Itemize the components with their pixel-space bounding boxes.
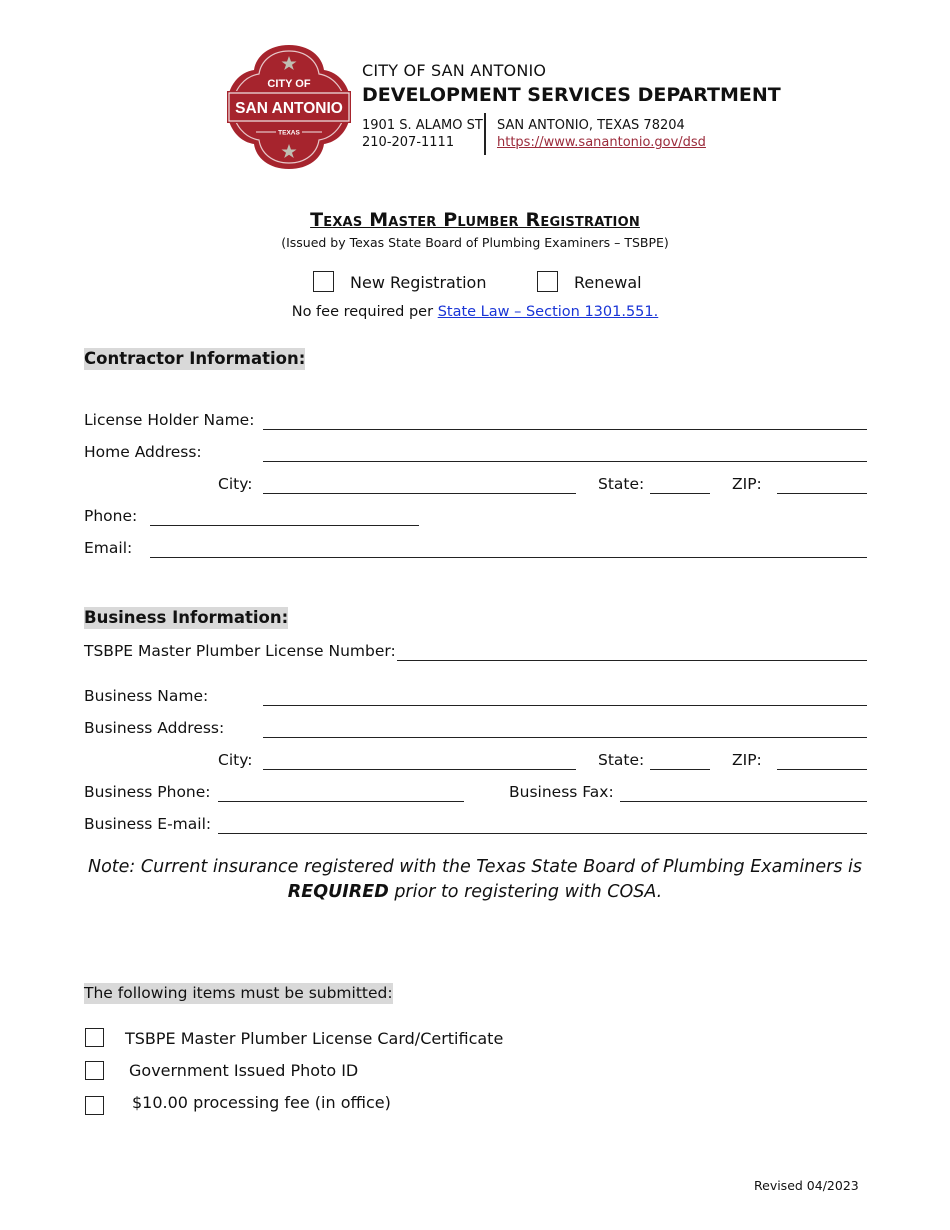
- new-registration-label: New Registration: [350, 273, 487, 292]
- business-city-field[interactable]: [263, 769, 576, 770]
- business-section-heading: Business Information:: [84, 608, 289, 627]
- insurance-note-line2: [0, 880, 950, 905]
- zip-label: ZIP:: [732, 475, 762, 493]
- business-address-label: Business Address:: [84, 719, 225, 737]
- state-label: State:: [598, 475, 645, 493]
- insurance-note-line2-rest: prior to registering with COSA.: [388, 882, 663, 902]
- business-email-label: Business E-mail:: [84, 815, 212, 833]
- business-phone-field[interactable]: [218, 801, 464, 802]
- renewal-checkbox[interactable]: [537, 271, 558, 292]
- photo-id-item: Government Issued Photo ID: [129, 1061, 359, 1080]
- processing-fee-checkbox[interactable]: [85, 1096, 104, 1115]
- fee-note-text: No fee required per: [291, 304, 438, 320]
- fee-note: [0, 304, 950, 320]
- business-email-field[interactable]: [218, 833, 867, 834]
- department-name: DEVELOPMENT SERVICES DEPARTMENT: [362, 84, 781, 106]
- insurance-note-line1: Note: Current insurance registered with the Texas State Board of Plumbing Examiners is: [88, 857, 862, 877]
- business-phone-label: Business Phone:: [84, 783, 211, 801]
- address-divider: [484, 113, 486, 155]
- license-number-field[interactable]: [397, 660, 867, 661]
- form-title: Texas Master Plumber Registration: [310, 209, 640, 231]
- city-seal-logo: [224, 42, 354, 172]
- city-state-zip: SAN ANTONIO, TEXAS 78204: [497, 118, 685, 133]
- business-city-label: City:: [218, 751, 253, 769]
- state-law-link[interactable]: State Law – Section 1301.551.: [437, 304, 659, 320]
- license-number-label: TSBPE Master Plumber License Number:: [84, 642, 396, 660]
- city-field[interactable]: [263, 493, 576, 494]
- submission-heading: The following items must be submitted:: [84, 984, 393, 1002]
- business-state-field[interactable]: [650, 769, 710, 770]
- phone-field[interactable]: [150, 525, 419, 526]
- website-link-text[interactable]: https://www.sanantonio.gov/dsd: [497, 135, 706, 150]
- business-fax-label: Business Fax:: [509, 783, 614, 801]
- form-subtitle: (Issued by Texas State Board of Plumbing Examiners – TSBPE): [281, 235, 669, 250]
- business-name-field[interactable]: [263, 705, 867, 706]
- business-fax-field[interactable]: [620, 801, 867, 802]
- photo-id-checkbox[interactable]: [85, 1061, 104, 1080]
- state-field[interactable]: [650, 493, 710, 494]
- seal-text-city-of: CITY OF: [267, 78, 311, 90]
- new-registration-checkbox[interactable]: [313, 271, 334, 292]
- processing-fee-item: $10.00 processing fee (in office): [132, 1093, 391, 1112]
- phone-label: Phone:: [84, 507, 138, 525]
- street-address: 1901 S. ALAMO ST: [362, 118, 483, 133]
- org-name: CITY OF SAN ANTONIO: [362, 61, 547, 80]
- email-label: Email:: [84, 539, 133, 557]
- website-link[interactable]: [497, 135, 706, 150]
- license-card-item: TSBPE Master Plumber License Card/Certificate: [125, 1029, 504, 1048]
- seal-text-texas: TEXAS: [278, 129, 300, 137]
- business-address-field[interactable]: [263, 737, 867, 738]
- zip-field[interactable]: [777, 493, 867, 494]
- license-holder-name-label: License Holder Name:: [84, 411, 255, 429]
- business-zip-field[interactable]: [777, 769, 867, 770]
- insurance-note: [0, 855, 950, 905]
- phone-number: 210-207-1111: [362, 135, 455, 150]
- business-zip-label: ZIP:: [732, 751, 762, 769]
- home-address-label: Home Address:: [84, 443, 202, 461]
- email-field[interactable]: [150, 557, 867, 558]
- license-card-checkbox[interactable]: [85, 1028, 104, 1047]
- revised-date: Revised 04/2023: [754, 1178, 859, 1193]
- city-label: City:: [218, 475, 253, 493]
- seal-text-san-antonio: SAN ANTONIO: [235, 100, 343, 117]
- business-name-label: Business Name:: [84, 687, 209, 705]
- license-holder-name-field[interactable]: [263, 429, 867, 430]
- business-state-label: State:: [598, 751, 645, 769]
- home-address-field[interactable]: [263, 461, 867, 462]
- contractor-section-heading: Contractor Information:: [84, 349, 306, 368]
- required-emphasis: REQUIRED: [287, 882, 389, 902]
- renewal-label: Renewal: [574, 273, 642, 292]
